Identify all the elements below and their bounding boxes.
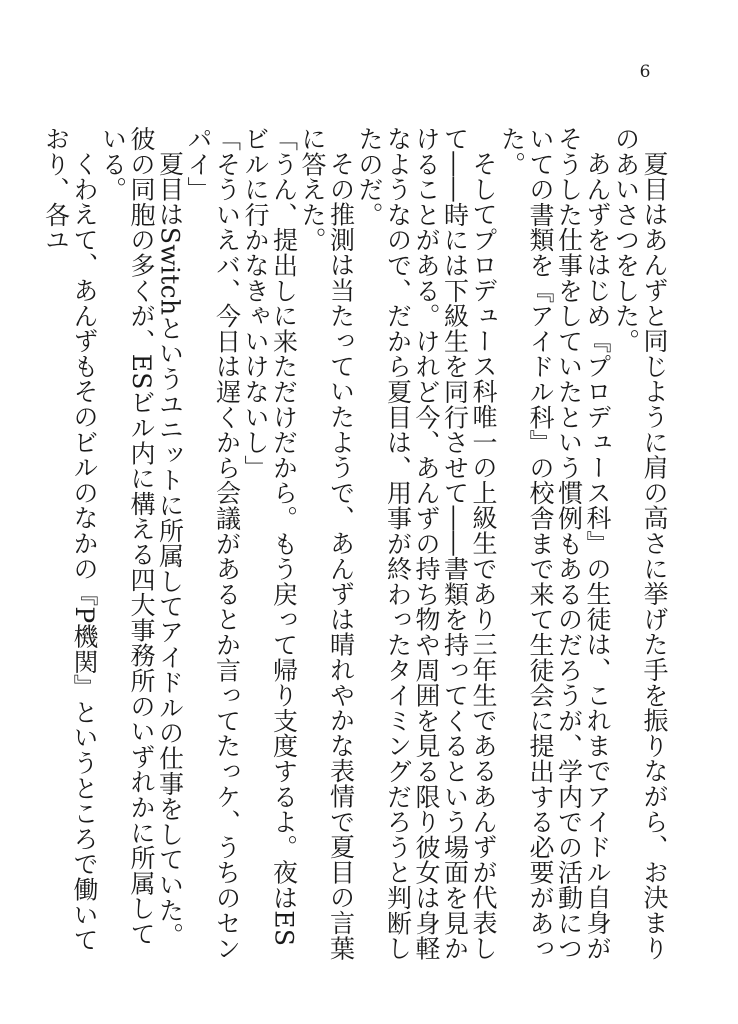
- paragraph: くわえて、あんずもそのビルのなかの『P機関』というところで働いており、各ユ: [41, 126, 99, 953]
- dialogue-line: 「そういえバ、今日は遅くから会議があるとか言ってたっケ、うちのセンパイ」: [184, 126, 242, 961]
- paragraph: 夏目はSwitchというユニットに所属してアイドルの仕事をしていた。彼の同胞の多くが、ESビル内に構える四大事務所のいずれかに所属している。: [98, 126, 185, 948]
- paragraph: 夏目はあんずと同じように肩の高さに挙げた手を振りながら、お決まりのあいさつをした。: [611, 126, 669, 961]
- vertical-body-text: [41, 126, 669, 962]
- paragraph: あんずをはじめ『プロデュース科』の生徒は、これまでアイドル自身がそうした仕事をしていたという慣例もあるのだろうが、学内での活動についての書類を『アイドル科』の校舎まで来て生徒会に提出する必要があった。: [497, 126, 612, 961]
- dialogue-line: 「うん、提出しに来ただけだから。もう戻って帰り支度するよ。夜はESビルに行かなきゃいけないし」: [241, 126, 299, 947]
- page-number: 6: [639, 62, 651, 82]
- paragraph: そしてプロデュース科唯一の上級生であり三年生であるあんずが代表して――時には下級生を同行させて――書類を持ってくるという場面を見かけることがある。けれど今、あんずの持ち物や周囲を見る限り彼女は身軽なようなので、だから夏目は、用事が終わったタイミングだろうと判断したのだ。: [355, 126, 498, 961]
- paragraph: その推測は当たっていたようで、あんずは晴れやかな表情で夏目の言葉に答えた。: [298, 126, 356, 961]
